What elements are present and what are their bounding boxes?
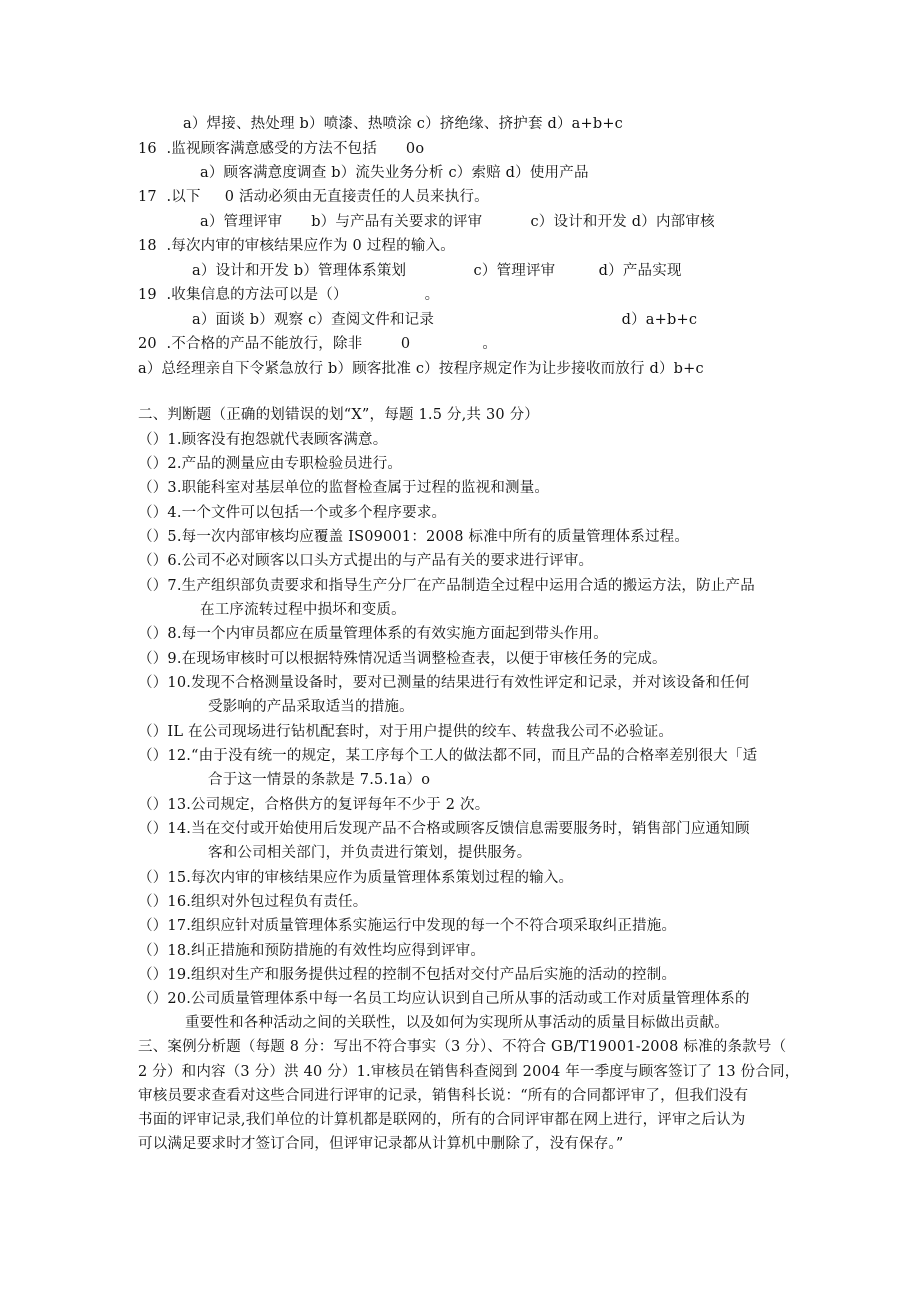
- section-heading-true-false: 二、判断题（正确的划错误的划“X”，每题 1.5 分,共 30 分）: [138, 407, 540, 423]
- tf-item-3: （）3.职能科室对基层单位的监督检查属于过程的监视和测量。: [138, 480, 550, 496]
- tf-item-18: （）18.纠正措施和预防措施的有效性均应得到评审。: [138, 943, 486, 959]
- q20-options: a）总经理亲自下令紧急放行 b）顾客批准 c）按程序规定作为让步接收而放行 d）b+c: [138, 361, 704, 377]
- case-line-5: 可以满足要求时才签订合同，但评审记录都从计算机中删除了，没有保存。”: [138, 1136, 624, 1152]
- q19-options: a）面谈 b）观察 c）查阅文件和记录 d）a+b+c: [192, 312, 698, 328]
- tf-item-9: （）9.在现场审核时可以根据特殊情况适当调整检查表，以便于审核任务的完成。: [138, 651, 667, 667]
- tf-item-19: （）19.组织对生产和服务提供过程的控制不包括对交付产品后实施的活动的控制。: [138, 967, 677, 983]
- q16-options: a）顾客满意度调查 b）流失业务分析 c）索赔 d）使用产品: [200, 165, 589, 181]
- q19-stem: 19 .收集信息的方法可以是（） 。: [138, 287, 440, 303]
- tf-item-17: （）17.组织应针对质量管理体系实施运行中发现的每一个不符合项采取纠正措施。: [138, 918, 677, 934]
- tf-item-1: （）1.顾客没有抱怨就代表顾客满意。: [138, 432, 388, 448]
- case-line-1: 三、案例分析题（每题 8 分：写出不符合事实（3 分）、不符合 GB/T19001-2008 标准的条款号（: [138, 1039, 787, 1055]
- tf-item-2: （）2.产品的测量应由专职检验员进行。: [138, 456, 403, 472]
- tf-item-14: （）14.当在交付或开始使用后发现产品不合格或顾客反馈信息需要服务时，销售部门应通知顾: [138, 821, 750, 837]
- tf-item-20-continued: 重要性和各种活动之间的关联性，以及如何为实现所从事活动的质量目标做出贡献。: [185, 1015, 729, 1031]
- tf-item-13: （）13.公司规定，合格供方的复评每年不少于 2 次。: [138, 797, 490, 813]
- q18-stem: 18 .每次内审的审核结果应作为 0 过程的输入。: [138, 238, 455, 254]
- tf-item-7-continued: 在工序流转过程中损坏和变质。: [200, 602, 406, 618]
- q16-stem: 16 .监视顾客满意感受的方法不包括 0o: [138, 141, 425, 157]
- tf-item-5: （）5.每一次内部审核均应覆盖 IS09001：2008 标准中所有的质量管理体系过程。: [138, 529, 690, 545]
- tf-item-12-continued: 合于这一情景的条款是 7.5.1a）o: [208, 772, 431, 788]
- case-line-3: 审核员要求查看对这些合同进行评审的记录，销售科长说：“所有的合同都评审了，但我们没有: [138, 1088, 749, 1104]
- tf-item-11: （）IL 在公司现场进行钻机配套时，对于用户提供的绞车、转盘我公司不必验证。: [138, 724, 674, 740]
- tf-item-16: （）16.组织对外包过程负有责任。: [138, 894, 368, 910]
- tf-item-12: （）12.“由于没有统一的规定，某工序每个工人的做法都不同，而且产品的合格率差别很大「适: [138, 748, 758, 764]
- tf-item-14-continued: 客和公司相关部门，并负责进行策划，提供服务。: [208, 845, 532, 861]
- tf-item-15: （）15.每次内审的审核结果应作为质量管理体系策划过程的输入。: [138, 870, 574, 886]
- tf-item-8: （）8.每一个内审员都应在质量管理体系的有效实施方面起到带头作用。: [138, 626, 608, 642]
- q20-stem: 20 .不合格的产品不能放行，除非 0 。: [138, 336, 498, 352]
- q15-options: a）焊接、热处理 b）喷漆、热喷涂 c）挤绝缘、挤护套 d）a+b+c: [183, 116, 624, 132]
- case-line-2: 2 分）和内容（3 分）洪 40 分）1.审核员在销售科查阅到 2004 年一季度与顾客签订了 13 份合同，: [138, 1064, 800, 1080]
- tf-item-20: （）20.公司质量管理体系中每一名员工均应认识到自己所从事的活动或工作对质量管理体系的: [138, 991, 750, 1007]
- tf-item-10: （）10.发现不合格测量设备时，要对已测量的结果进行有效性评定和记录，并对该设备和任何: [138, 675, 750, 691]
- q17-options: a）管理评审 b）与产品有关要求的评审 c）设计和开发 d）内部审核: [200, 214, 715, 230]
- tf-item-4: （）4.一个文件可以包括一个或多个程序要求。: [138, 505, 447, 521]
- case-line-4: 书面的评审记录,我们单位的计算机都是联网的，所有的合同评审都在网上进行，评审之后认为: [138, 1112, 746, 1128]
- tf-item-7: （）7.生产组织部负责要求和指导生产分厂在产品制造全过程中运用合适的搬运方法，防止产品: [138, 578, 755, 594]
- tf-item-10-continued: 受影响的产品采取适当的措施。: [208, 699, 414, 715]
- q17-stem: 17 .以下 0 活动必须由无直接责任的人员来执行。: [138, 189, 489, 205]
- tf-item-6: （）6.公司不必对顾客以口头方式提出的与产品有关的要求进行评审。: [138, 553, 594, 569]
- q18-options: a）设计和开发 b）管理体系策划 c）管理评审 d）产品实现: [192, 263, 682, 279]
